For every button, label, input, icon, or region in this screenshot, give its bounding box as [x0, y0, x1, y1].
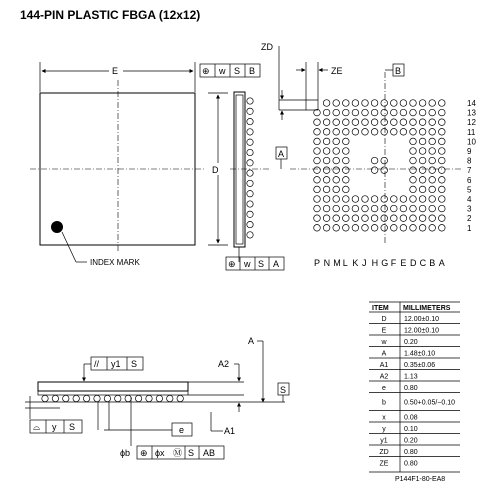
solder-ball [343, 100, 350, 107]
side-h-ball [104, 395, 110, 401]
solder-ball [371, 157, 378, 164]
row-label: 1 [467, 223, 472, 233]
row-label: 4 [467, 195, 472, 204]
table-value-cell: 12.00±0.10 [404, 327, 439, 335]
side-ball [247, 160, 253, 166]
column-label: B [429, 258, 436, 268]
solder-ball [343, 109, 350, 116]
solder-ball [314, 138, 321, 145]
svg-text:S: S [69, 422, 76, 432]
solder-ball [343, 225, 350, 232]
solder-ball [323, 167, 330, 174]
table-item-cell: e [382, 384, 386, 392]
solder-ball [410, 157, 417, 164]
solder-ball [419, 215, 426, 222]
solder-ball [314, 225, 321, 232]
solder-ball [400, 225, 407, 232]
solder-ball [362, 215, 369, 222]
table-item-cell: y [382, 425, 386, 433]
solder-ball [400, 129, 407, 136]
side-h-balls [42, 395, 184, 401]
ze-label: ZE [331, 66, 343, 76]
solder-ball [323, 196, 330, 203]
solder-ball [323, 109, 330, 116]
solder-ball [410, 167, 417, 174]
solder-ball [439, 167, 446, 174]
svg-text:⊕: ⊕ [202, 66, 210, 76]
fcf-flatness-y-s [30, 420, 82, 433]
column-label: L [342, 258, 348, 268]
solder-ball [410, 215, 417, 222]
solder-ball [333, 100, 340, 107]
solder-ball [352, 109, 359, 116]
side-h-ball [115, 395, 121, 401]
solder-ball [400, 196, 407, 203]
solder-ball [391, 100, 398, 107]
solder-ball [381, 167, 388, 174]
solder-ball [343, 205, 350, 212]
table-item-cell: ZD [379, 448, 389, 456]
solder-ball [314, 196, 321, 203]
solder-ball [362, 109, 369, 116]
solder-ball [429, 157, 436, 164]
table-value-cell: 0.80 [404, 460, 418, 468]
svg-text:y: y [52, 422, 57, 432]
solder-ball [371, 119, 378, 126]
column-label: G [381, 258, 389, 268]
side-ball [247, 118, 253, 124]
fcf-position-w-s-b [200, 64, 260, 77]
solder-ball [371, 109, 378, 116]
solder-ball [429, 100, 436, 107]
solder-ball [333, 148, 340, 155]
drawing-number: P144F1-80-EA8 [395, 476, 446, 483]
solder-ball [429, 148, 436, 155]
solder-ball [333, 138, 340, 145]
solder-ball [391, 119, 398, 126]
row-label: 3 [467, 204, 472, 214]
solder-ball [371, 129, 378, 136]
solder-ball [343, 167, 350, 174]
solder-ball [429, 119, 436, 126]
solder-ball [419, 157, 426, 164]
table-item-cell: ZE [379, 460, 389, 468]
side-h-ball [177, 395, 183, 401]
solder-ball [314, 205, 321, 212]
solder-ball [381, 225, 388, 232]
svg-text:⊕: ⊕ [140, 448, 148, 458]
svg-text:S: S [188, 448, 195, 458]
column-label: M [333, 258, 341, 268]
solder-ball [323, 225, 330, 232]
solder-ball [439, 100, 446, 107]
side-ball [247, 170, 253, 176]
row-label: 2 [467, 214, 472, 224]
side-h-ball [63, 395, 69, 401]
solder-ball [381, 157, 388, 164]
solder-ball [410, 196, 417, 203]
row-label: 14 [467, 99, 476, 108]
side-h-body [38, 382, 188, 391]
solder-ball [410, 100, 417, 107]
solder-ball [419, 225, 426, 232]
solder-ball [381, 100, 388, 107]
solder-ball [352, 225, 359, 232]
solder-ball [419, 138, 426, 145]
solder-ball [371, 205, 378, 212]
solder-ball [343, 129, 350, 136]
solder-ball [323, 129, 330, 136]
dimension-A1-label: A1 [224, 426, 236, 436]
solder-ball [314, 186, 321, 193]
side-ball [247, 180, 253, 186]
solder-ball [410, 205, 417, 212]
side-ball [247, 201, 253, 207]
solder-ball [314, 129, 321, 136]
dimension-D-label: D [212, 165, 219, 175]
solder-ball [391, 215, 398, 222]
solder-ball [323, 119, 330, 126]
side-ball [247, 232, 253, 238]
solder-ball [391, 129, 398, 136]
side-h-ball [52, 395, 58, 401]
solder-ball [333, 157, 340, 164]
solder-ball [352, 100, 359, 107]
side-h-ball [167, 395, 173, 401]
solder-ball [323, 177, 330, 184]
row-label: 12 [467, 118, 476, 128]
side-view-vertical [226, 92, 284, 270]
table-item-cell: x [382, 414, 386, 422]
solder-ball [429, 196, 436, 203]
index-mark-label: INDEX MARK [90, 258, 140, 267]
solder-ball [439, 138, 446, 145]
solder-ball [333, 109, 340, 116]
solder-ball [410, 177, 417, 184]
solder-ball [333, 196, 340, 203]
side-substrate [234, 92, 245, 247]
svg-text://: // [94, 359, 100, 369]
table-value-cell: 0.35±0.06 [404, 361, 436, 369]
dimension-A2-label: A2 [218, 359, 230, 369]
svg-text:S: S [131, 359, 138, 369]
solder-ball [429, 177, 436, 184]
side-ball [247, 191, 253, 197]
svg-text:B: B [249, 66, 256, 76]
solder-ball [439, 177, 446, 184]
solder-ball [400, 205, 407, 212]
solder-ball [333, 215, 340, 222]
solder-ball [362, 196, 369, 203]
solder-ball [419, 177, 426, 184]
solder-ball [323, 148, 330, 155]
side-h-ball [146, 395, 152, 401]
solder-ball [400, 215, 407, 222]
solder-ball [323, 186, 330, 193]
svg-text:ϕb: ϕb [120, 448, 131, 458]
fcf-parallelism-y1-s [84, 357, 143, 381]
solder-ball [439, 186, 446, 193]
solder-ball [323, 138, 330, 145]
column-label: F [390, 258, 397, 268]
side-ball [247, 108, 253, 114]
row-label: 8 [467, 156, 472, 166]
solder-ball [333, 129, 340, 136]
solder-ball [419, 100, 426, 107]
column-label: N [323, 258, 331, 268]
solder-ball [419, 167, 426, 174]
row-label: 11 [467, 127, 476, 137]
column-label: A [438, 258, 445, 268]
solder-ball [333, 119, 340, 126]
column-label: C [419, 258, 427, 268]
solder-ball [362, 119, 369, 126]
solder-ball [439, 129, 446, 136]
solder-ball [333, 225, 340, 232]
side-h-substrate [38, 391, 188, 395]
solder-ball [314, 119, 321, 126]
svg-text:y1: y1 [111, 359, 121, 369]
table-value-cell: 0.10 [404, 425, 418, 433]
row-label: 10 [467, 137, 476, 147]
table-value-cell: 0.20 [404, 437, 418, 445]
solder-ball [419, 119, 426, 126]
svg-text:⊕: ⊕ [228, 259, 236, 269]
ball-grid [314, 100, 445, 231]
solder-ball [352, 119, 359, 126]
solder-ball [429, 215, 436, 222]
dimension-table [369, 302, 460, 472]
solder-ball [362, 225, 369, 232]
solder-ball [371, 225, 378, 232]
side-h-ball [73, 395, 79, 401]
solder-ball [429, 205, 436, 212]
table-item-cell: A1 [379, 361, 389, 369]
row-label: 13 [467, 108, 476, 118]
solder-ball [381, 196, 388, 203]
solder-ball [343, 186, 350, 193]
solder-ball [352, 196, 359, 203]
index-mark-dot [51, 221, 63, 233]
side-ball [247, 98, 253, 104]
row-labels [467, 99, 476, 233]
solder-ball [323, 157, 330, 164]
svg-text:ϕx: ϕx [155, 448, 165, 458]
solder-ball [362, 129, 369, 136]
row-label: 7 [467, 166, 472, 176]
solder-ball [352, 205, 359, 212]
solder-ball [419, 186, 426, 193]
solder-ball [381, 129, 388, 136]
top-view [30, 62, 260, 267]
table-header-item: ITEM [372, 305, 389, 312]
row-label: 9 [467, 147, 472, 156]
solder-ball [314, 215, 321, 222]
column-label: E [400, 258, 407, 268]
dimension-e-label: e [179, 425, 185, 435]
solder-ball [410, 119, 417, 126]
solder-ball [343, 148, 350, 155]
side-ball [247, 149, 253, 155]
table-item-cell: y1 [380, 437, 388, 445]
row-label: 5 [467, 185, 472, 195]
solder-ball [429, 138, 436, 145]
svg-text:Ⓜ: Ⓜ [173, 448, 183, 458]
solder-ball [343, 138, 350, 145]
solder-ball [391, 109, 398, 116]
solder-ball [381, 119, 388, 126]
solder-ball [333, 186, 340, 193]
column-label: H [371, 258, 379, 268]
solder-ball [371, 100, 378, 107]
solder-ball [439, 215, 446, 222]
solder-ball [343, 215, 350, 222]
datum-b-label: B [395, 66, 402, 76]
solder-ball [439, 157, 446, 164]
solder-ball [314, 177, 321, 184]
solder-ball [439, 109, 446, 116]
solder-ball [439, 196, 446, 203]
solder-ball [323, 205, 330, 212]
svg-text:w: w [244, 259, 251, 269]
table-value-cell: 0.80 [404, 448, 418, 456]
side-ball [247, 129, 253, 135]
side-ball [247, 221, 253, 227]
side-h-ball [135, 395, 141, 401]
table-item-cell: D [381, 315, 387, 323]
solder-ball [419, 196, 426, 203]
dimension-A-label: A [248, 336, 255, 346]
solder-ball [410, 148, 417, 155]
solder-ball [381, 215, 388, 222]
solder-ball [362, 205, 369, 212]
table-value-cell: 1.48±0.10 [404, 350, 436, 358]
solder-ball [439, 225, 446, 232]
datum-s-label: S [280, 385, 287, 395]
svg-text:⌓: ⌓ [33, 422, 41, 432]
solder-ball [400, 100, 407, 107]
table-value-cell: 0.80 [404, 384, 418, 392]
solder-ball [362, 100, 369, 107]
column-label: K [352, 258, 359, 268]
table-value-cell: 0.20 [404, 338, 418, 346]
table-item-cell: E [381, 327, 387, 335]
table-value-cell: 0.08 [404, 414, 418, 422]
table-header-mm: MILLIMETERS [403, 305, 451, 312]
solder-ball [419, 109, 426, 116]
table-item-cell: b [382, 399, 386, 407]
solder-ball [439, 148, 446, 155]
table-value-cell: 1.13 [404, 373, 418, 381]
solder-ball [371, 167, 378, 174]
side-ball [247, 139, 253, 145]
solder-ball [352, 215, 359, 222]
solder-ball [391, 196, 398, 203]
solder-ball [371, 215, 378, 222]
solder-ball [343, 157, 350, 164]
solder-ball [429, 129, 436, 136]
solder-ball [429, 225, 436, 232]
solder-ball [429, 167, 436, 174]
solder-ball [429, 109, 436, 116]
column-label: D [410, 258, 417, 268]
svg-text:A: A [273, 259, 280, 269]
solder-ball [439, 119, 446, 126]
solder-ball [333, 167, 340, 174]
solder-ball [410, 225, 417, 232]
solder-ball [410, 186, 417, 193]
drawing-title: 144-PIN PLASTIC FBGA (12x12) [20, 8, 201, 22]
column-label: P [314, 258, 321, 268]
table-item-cell: A2 [379, 373, 389, 381]
side-h-ball [94, 395, 100, 401]
zd-label: ZD [261, 42, 273, 52]
solder-ball [391, 225, 398, 232]
solder-ball [400, 119, 407, 126]
solder-ball [333, 205, 340, 212]
solder-ball [314, 167, 321, 174]
solder-ball [400, 109, 407, 116]
solder-ball [410, 129, 417, 136]
side-h-ball [125, 395, 131, 401]
side-h-ball [156, 395, 162, 401]
side-h-ball [42, 395, 48, 401]
solder-ball [419, 205, 426, 212]
solder-ball [429, 186, 436, 193]
svg-text:S: S [234, 66, 241, 76]
solder-ball [323, 215, 330, 222]
table-item-cell: A [381, 350, 387, 358]
svg-text:w: w [219, 66, 226, 76]
solder-ball [314, 148, 321, 155]
side-view-horizontal [25, 336, 289, 459]
bottom-view [261, 42, 476, 268]
table-value-cell: 12.00±0.10 [404, 315, 439, 323]
svg-text:S: S [258, 259, 265, 269]
solder-ball [410, 138, 417, 145]
solder-ball [381, 205, 388, 212]
solder-ball [323, 100, 330, 107]
solder-ball [381, 109, 388, 116]
dimension-E-label: E [112, 66, 119, 76]
solder-ball [333, 177, 340, 184]
side-h-ball [83, 395, 89, 401]
table-item-cell: w [381, 338, 387, 346]
solder-ball [343, 177, 350, 184]
solder-ball [391, 205, 398, 212]
svg-text:AB: AB [203, 448, 216, 458]
column-labels [314, 258, 445, 268]
solder-ball [371, 196, 378, 203]
datum-a-label: A [278, 149, 285, 159]
solder-ball [314, 157, 321, 164]
solder-ball [410, 109, 417, 116]
row-label: 6 [467, 175, 472, 185]
side-view-balls [247, 98, 253, 238]
solder-ball [419, 129, 426, 136]
solder-ball [439, 205, 446, 212]
fcf-position-w-s-a [226, 257, 284, 270]
solder-ball [343, 119, 350, 126]
table-value-cell: 0.50+0.05/−0.10 [404, 399, 455, 407]
side-ball [247, 211, 253, 217]
solder-ball [352, 129, 359, 136]
solder-ball [419, 148, 426, 155]
solder-ball [343, 196, 350, 203]
column-label: J [362, 258, 367, 268]
